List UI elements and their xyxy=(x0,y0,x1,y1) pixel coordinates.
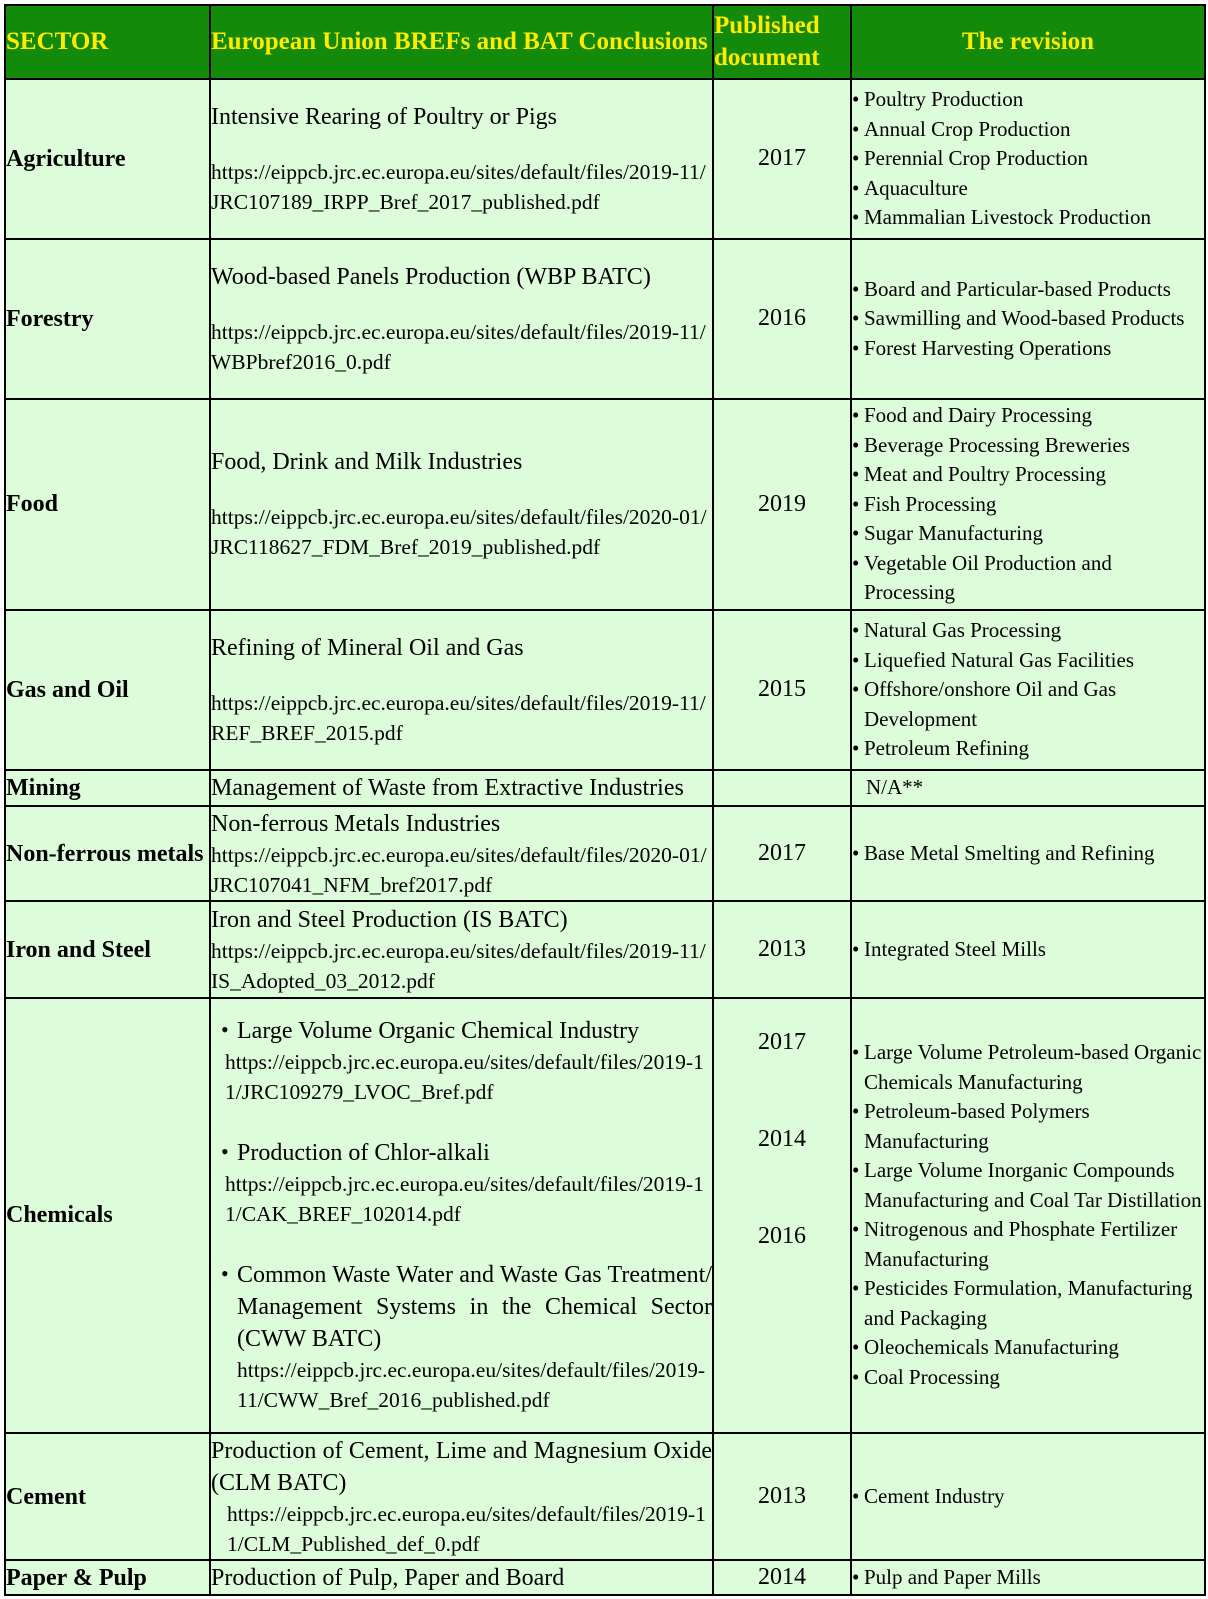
sector-cell: Mining xyxy=(5,770,210,806)
year-cell: 2019 xyxy=(713,399,851,610)
table-row xyxy=(5,1433,1205,1561)
document-url: https://eippcb.jrc.ec.europa.eu/sites/default/files/2019-11/IS_Adopted_03_2012.pdf xyxy=(211,938,706,993)
document-title: Production of Chlor-alkali xyxy=(237,1140,490,1167)
revision-item: • Poultry Production xyxy=(852,85,1204,115)
year-value: 2016 xyxy=(758,1222,806,1249)
table-row xyxy=(5,806,1205,901)
header-brefs: European Union BREFs and BAT Conclusions xyxy=(210,5,713,79)
year-value: 2014 xyxy=(758,1125,806,1152)
document-cell xyxy=(210,901,713,997)
bullet-icon: • xyxy=(852,1040,860,1065)
table-row xyxy=(5,239,1205,399)
document-cell xyxy=(210,399,713,610)
sector-cell: Cement xyxy=(5,1433,210,1561)
bullet-icon: • xyxy=(852,936,860,961)
bullet-icon: • xyxy=(852,736,860,761)
year-cell: 2015 xyxy=(713,610,851,770)
document-cell xyxy=(210,1433,713,1561)
document-url: https://eippcb.jrc.ec.europa.eu/sites/default/files/2019-11/JRC109279_LVOC_Bref.pdf xyxy=(225,1050,704,1105)
revision-cell xyxy=(851,1560,1205,1595)
revision-item: • Meat and Poultry Processing xyxy=(852,460,1204,490)
bref-table xyxy=(4,4,1206,1596)
document-item xyxy=(221,1015,712,1047)
bullet-icon: • xyxy=(852,841,860,866)
document-url: https://eippcb.jrc.ec.europa.eu/sites/default/files/2019-11/CAK_BREF_102014.pdf xyxy=(225,1172,704,1227)
revision-cell xyxy=(851,610,1205,770)
document-title: Food, Drink and Milk Industries xyxy=(211,449,523,476)
document-title: Production of Cement, Lime and Magnesium Oxide (CLM BATC) xyxy=(211,1437,712,1496)
sector-cell: Gas and Oil xyxy=(5,610,210,770)
bullet-icon: • xyxy=(852,677,860,702)
revision-item: • Large Volume Petroleum-based Organic Chemicals Manufacturing xyxy=(852,1038,1204,1097)
revision-item: • Sugar Manufacturing xyxy=(852,519,1204,549)
revision-cell xyxy=(851,1433,1205,1561)
document-cell xyxy=(210,610,713,770)
document-url: https://eippcb.jrc.ec.europa.eu/sites/default/files/2019-11/JRC107189_IRPP_Bref_2017_published.pdf xyxy=(211,159,706,214)
document-item xyxy=(221,1137,712,1169)
document-url: https://eippcb.jrc.ec.europa.eu/sites/default/files/2020-01/JRC118627_FDM_Bref_2019_published.pdf xyxy=(211,505,707,560)
revision-item: • Petroleum-based Polymers Manufacturing xyxy=(852,1097,1204,1156)
table-row xyxy=(5,1560,1205,1595)
year-cell: 2014 xyxy=(713,1560,851,1595)
revision-cell xyxy=(851,79,1205,239)
header-published: Published document xyxy=(713,5,851,79)
revision-item: • Pesticides Formulation, Manufacturing and Packaging xyxy=(852,1274,1204,1333)
document-title: Wood-based Panels Production (WBP BATC) xyxy=(211,263,651,290)
header-sector: SECTOR xyxy=(5,5,210,79)
document-cell xyxy=(210,1560,713,1595)
year-value: 2017 xyxy=(758,1028,806,1055)
revision-item: • Pulp and Paper Mills xyxy=(852,1563,1204,1593)
document-title: Production of Pulp, Paper and Board xyxy=(211,1564,565,1591)
bullet-icon: • xyxy=(852,1276,860,1301)
revision-item: • Natural Gas Processing xyxy=(852,616,1204,646)
revision-item: • Mammalian Livestock Production xyxy=(852,203,1204,233)
table-row xyxy=(5,901,1205,997)
document-cell xyxy=(210,239,713,399)
revision-item: • Fish Processing xyxy=(852,490,1204,520)
bullet-icon: • xyxy=(852,491,860,516)
sector-cell: Paper & Pulp xyxy=(5,1560,210,1595)
document-title: Refining of Mineral Oil and Gas xyxy=(211,634,524,661)
revision-item: • Perennial Crop Production xyxy=(852,144,1204,174)
table-row xyxy=(5,79,1205,239)
bullet-icon: • xyxy=(852,403,860,428)
document-title: Iron and Steel Production (IS BATC) xyxy=(211,906,568,933)
document-item xyxy=(221,1259,712,1415)
revision-item: • Food and Dairy Processing xyxy=(852,401,1204,431)
document-title: Common Waste Water and Waste Gas Treatment/ Management Systems in the Chemical Sector (CWW BATC) xyxy=(237,1262,712,1353)
year-cell: 2013 xyxy=(713,901,851,997)
header-revision: The revision xyxy=(851,5,1205,79)
table-row xyxy=(5,998,1205,1433)
bullet-icon: • xyxy=(852,618,860,643)
revision-item: • Large Volume Inorganic Compounds Manufacturing and Coal Tar Distillation xyxy=(852,1156,1204,1215)
bullet-icon: • xyxy=(852,1564,860,1589)
revision-item: • Aquaculture xyxy=(852,174,1204,204)
document-url: https://eippcb.jrc.ec.europa.eu/sites/default/files/2019-11/WBPbref2016_0.pdf xyxy=(211,319,706,374)
revision-cell xyxy=(851,399,1205,610)
bullet-icon: • xyxy=(852,175,860,200)
bullet-icon: • xyxy=(852,276,860,301)
revision-item: • Integrated Steel Mills xyxy=(852,935,1204,965)
year-cell xyxy=(713,770,851,806)
revision-item: • Annual Crop Production xyxy=(852,115,1204,145)
revision-cell xyxy=(851,806,1205,901)
document-cell xyxy=(210,806,713,901)
bullet-icon: • xyxy=(221,1139,229,1165)
header-row xyxy=(5,5,1205,79)
document-url: https://eippcb.jrc.ec.europa.eu/sites/default/files/2020-01/JRC107041_NFM_bref2017.pdf xyxy=(211,842,707,897)
bullet-icon: • xyxy=(852,306,860,331)
bullet-icon: • xyxy=(221,1261,229,1287)
bullet-icon: • xyxy=(852,335,860,360)
bullet-icon: • xyxy=(852,521,860,546)
sector-cell: Agriculture xyxy=(5,79,210,239)
revision-item: • Liquefied Natural Gas Facilities xyxy=(852,646,1204,676)
sector-cell: Forestry xyxy=(5,239,210,399)
revision-item: • Oleochemicals Manufacturing xyxy=(852,1333,1204,1363)
bullet-icon: • xyxy=(221,1017,229,1043)
document-cell xyxy=(210,770,713,806)
document-title: Management of Waste from Extractive Industries xyxy=(211,775,684,802)
bullet-icon: • xyxy=(852,462,860,487)
year-cell xyxy=(713,998,851,1433)
revision-item: • Base Metal Smelting and Refining xyxy=(852,839,1204,869)
bullet-icon: • xyxy=(852,550,860,575)
document-title: Non-ferrous Metals Industries xyxy=(211,810,501,837)
revision-item: • Cement Industry xyxy=(852,1482,1204,1512)
document-url: https://eippcb.jrc.ec.europa.eu/sites/default/files/2019-11/REF_BREF_2015.pdf xyxy=(211,690,706,745)
revision-cell: N/A** xyxy=(851,770,1205,806)
revision-item: • Beverage Processing Breweries xyxy=(852,431,1204,461)
revision-item: • Sawmilling and Wood-based Products xyxy=(852,304,1204,334)
sector-cell: Food xyxy=(5,399,210,610)
bullet-icon: • xyxy=(852,146,860,171)
bullet-icon: • xyxy=(852,647,860,672)
document-cell xyxy=(210,79,713,239)
sector-cell: Chemicals xyxy=(5,998,210,1433)
sector-cell: Non-ferrous metals xyxy=(5,806,210,901)
table-row xyxy=(5,399,1205,610)
bullet-icon: • xyxy=(852,116,860,141)
bullet-icon: • xyxy=(852,1217,860,1242)
year-cell: 2017 xyxy=(713,806,851,901)
revision-item: • Nitrogenous and Phosphate Fertilizer Manufacturing xyxy=(852,1215,1204,1274)
table-row xyxy=(5,770,1205,806)
document-title: Large Volume Organic Chemical Industry xyxy=(237,1018,640,1045)
bullet-icon: • xyxy=(852,1335,860,1360)
year-cell: 2016 xyxy=(713,239,851,399)
revision-item: • Board and Particular-based Products xyxy=(852,275,1204,305)
revision-item: • Coal Processing xyxy=(852,1363,1204,1393)
bullet-icon: • xyxy=(852,1099,860,1124)
sector-cell: Iron and Steel xyxy=(5,901,210,997)
revision-item: • Vegetable Oil Production and Processing xyxy=(852,549,1204,608)
document-url: https://eippcb.jrc.ec.europa.eu/sites/default/files/2019-11/CWW_Bref_2016_published.pdf xyxy=(237,1358,706,1413)
bullet-icon: • xyxy=(852,205,860,230)
bullet-icon: • xyxy=(852,1364,860,1389)
bullet-icon: • xyxy=(852,87,860,112)
document-title: Intensive Rearing of Poultry or Pigs xyxy=(211,103,557,130)
revision-item: • Offshore/onshore Oil and Gas Development xyxy=(852,675,1204,734)
year-cell: 2013 xyxy=(713,1433,851,1561)
revision-item: • Petroleum Refining xyxy=(852,734,1204,764)
revision-cell xyxy=(851,239,1205,399)
document-cell xyxy=(210,998,713,1433)
revision-item: • Forest Harvesting Operations xyxy=(852,334,1204,364)
revision-cell xyxy=(851,998,1205,1433)
bullet-icon: • xyxy=(852,432,860,457)
document-url: https://eippcb.jrc.ec.europa.eu/sites/default/files/2019-11/CLM_Published_def_0.pdf xyxy=(227,1501,706,1556)
table-row xyxy=(5,610,1205,770)
revision-cell xyxy=(851,901,1205,997)
bullet-icon: • xyxy=(852,1158,860,1183)
year-cell: 2017 xyxy=(713,79,851,239)
bullet-icon: • xyxy=(852,1483,860,1508)
